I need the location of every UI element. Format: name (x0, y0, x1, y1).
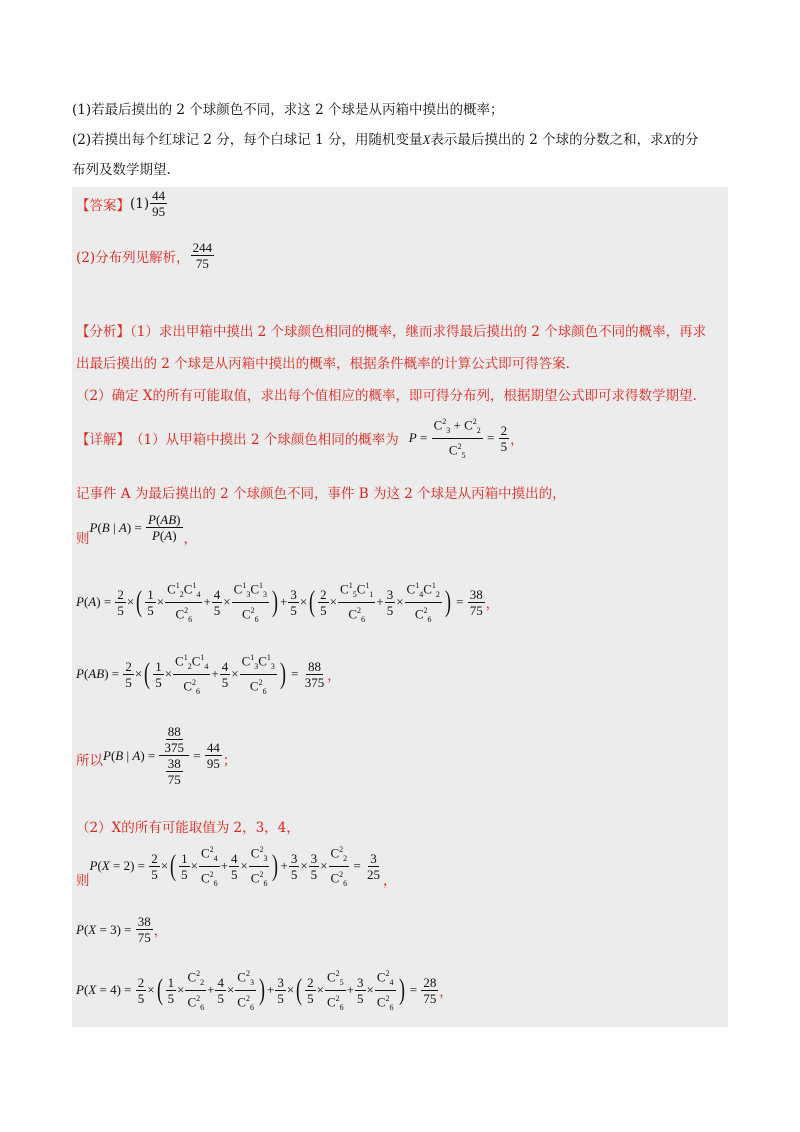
question-part-1 (72, 100, 503, 120)
answer-1-prefix: (1) (130, 195, 150, 212)
analysis-line-3: （2）确定 X的所有可能取值，求出每个值相应的概率，即可得分布列，根据期望公式即可求得数学期望. (76, 388, 697, 404)
question-part-2 (72, 130, 699, 150)
formula-p-b-given-a: 所以 P ( B | A ) = $\frac{\frac{88}{375}}{\frac{38}{75}}$ = $\frac{44}{95}$ ； (76, 724, 237, 787)
answer-2-fraction: $\frac{244}{75}$ (192, 240, 213, 271)
question-part-2-cont (72, 160, 171, 180)
question-part-2-text-c: 的分 (671, 132, 699, 148)
question-part-2-text-b: 表示最后摸出的 2 个球的分数之和，求 (430, 132, 664, 148)
formula-p-same: P = $\frac{C^2_3 + C^2_2}{C^2_5}$ = $\frac{2}{5}$ (409, 414, 510, 463)
formula-p-ab: P ( AB ) = $\frac{2}{5}$ × ( $\frac{1}{5}$ × $\frac{C^1_2C^1_4}{C^2_6}$ + $\frac{4}{5}$ × $\frac{C^1_3C^1_3}{C^2_6}$ ) = $\frac{88}{375}$ ， (76, 650, 340, 699)
analysis-line-2: 出最后摸出的 2 个球是从丙箱中摸出的概率，根据条件概率的计算公式即可得答案. (76, 356, 570, 372)
variable-x: X (422, 132, 431, 147)
formula-p-x3: P ( X = 3) = $\frac{38}{75}$ ， (76, 914, 167, 945)
analysis-line-1: 【分析】（1）求出甲箱中摸出 2 个球颜色相同的概率，继而求得最后摸出的 2 个球颜色不同的概率，再求 (76, 324, 707, 340)
answer-line-2 (76, 240, 215, 271)
question-part-2-line2: 布列及数学期望. (72, 162, 171, 178)
formula-p-x2: 则 P ( X = 2) = $\frac{2}{5}$ × ( $\frac{1}{5}$ × $\frac{C^2_4}{C^2_6}$ + $\frac{4}{5}$ × $\frac{C^2_3}{C^2_6}$ ) + $\frac{3}{5}$ × $\frac{3}{5}$ × $\frac{C^2_2}{C^2_6}$ = $\frac{3}{25}$ ， (76, 842, 397, 891)
answer-tag: 【答案】 (76, 197, 130, 214)
answer-1-fraction: $\frac{44}{95}$ (152, 188, 166, 219)
answer-2-prefix: (2)分布列见解析， (76, 249, 190, 266)
formula-conditional: 则 P ( B | A ) = $\frac{P(AB)}{P(A)}$ ， (76, 512, 198, 547)
detail-line-1: 【详解】 （1）从甲箱中摸出 2 个球颜色相同的概率为 P = $\frac{C^2_3 + C^2_2}{C^2_5}$ = $\frac{2}{5}$ ， (76, 414, 524, 463)
detail-event-line: 记事件 A 为最后摸出的 2 个球颜色不同，事件 B 为这 2 个球是从丙箱中摸出的， (76, 486, 566, 502)
answer-line-1 (76, 188, 168, 219)
question-part-2-text-a: (2)若摸出每个红球记 2 分，每个白球记 1 分，用随机变量 (72, 132, 423, 148)
formula-p-a: P ( A ) = $\frac{2}{5}$ × ( $\frac{1}{5}$ × $\frac{C^1_2C^1_4}{C^2_6}$ + $\frac{4}{5}$ × $\frac{C^1_3C^1_3}{C^2_6}$ ) + $\frac{3}{5}$ × ( $\frac{2}{5}$ × $\frac{C^1_5C^1_1}{C^2_6}$ + $\frac{3}{5}$ × $\frac{C^1_4C^1_2}{C^2_6}$ ) = $\frac{38}{75}$ ， (76, 578, 499, 627)
detail-tag: 【详解】 (76, 432, 130, 449)
variable-x: X (663, 132, 672, 147)
analysis-tag: 【分析】 (76, 324, 130, 340)
question-part-1-text: (1)若最后摸出的 2 个球颜色不同，求这 2 个球是从丙箱中摸出的概率； (72, 102, 504, 118)
detail-part-2: （2）X的所有可能取值为 2，3，4， (76, 820, 300, 836)
formula-p-x4: P ( X = 4) = $\frac{2}{5}$ × ( $\frac{1}{5}$ × $\frac{C^2_2}{C^2_6}$ + $\frac{4}{5}$ × $\frac{C^2_3}{C^2_6}$ ) + $\frac{3}{5}$ × ( $\frac{2}{5}$ × $\frac{C^2_5}{C^2_6}$ + $\frac{3}{5}$ × $\frac{C^2_4}{C^2_6}$ ) = $\frac{28}{75}$ ， (76, 966, 452, 1015)
